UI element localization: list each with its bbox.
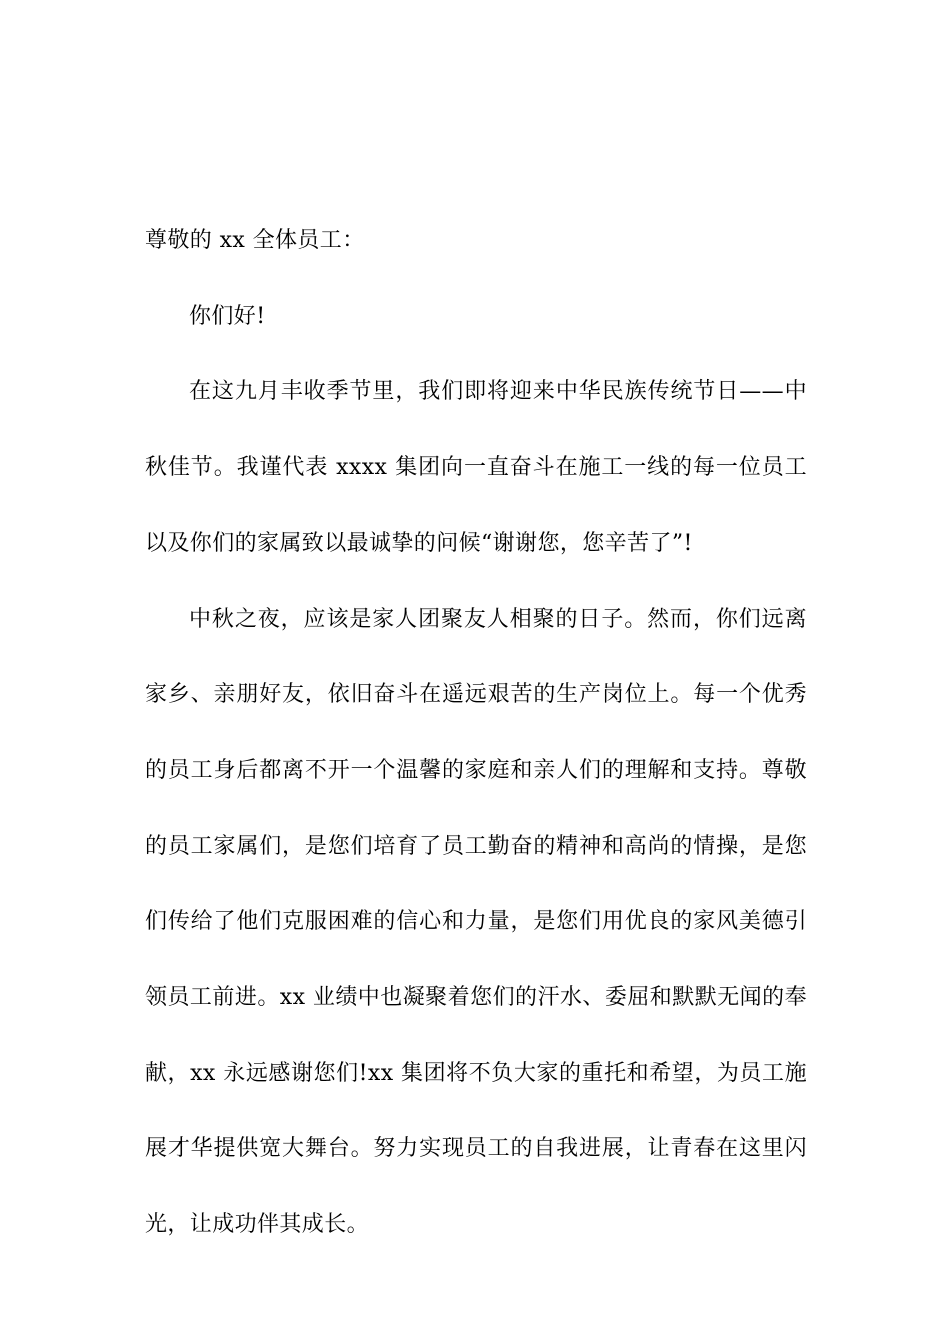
paragraph: 在这九月丰收季节里，我们即将迎来中华民族传统节日——中秋佳节。我谨代表 xxxx 集团向一直奋斗在施工一线的每一位员工以及你们的家属致以最诚挚的问候“谢谢您，您辛苦了”! [145, 379, 807, 556]
paragraph: 中秋之夜，应该是家人团聚友人相聚的日子。然而，你们远离家乡、亲朋好友，依旧奋斗在遥远艰苦的生产岗位上。每一个优秀的员工身后都离不开一个温馨的家庭和亲人们的理解和支持。尊敬的员工家属们，是您们培育了员工勤奋的精神和高尚的情操，是您们传给了他们克服困难的信心和力量，是您们用优良的家风美德引领员工前进。xx 业绩中也凝聚着您们的汗水、委屈和默默无闻的奉献，xx 永远感谢您们!xx 集团将不负大家的重托和希望，为员工施展才华提供宽大舞台。努力实现员工的自我进展，让青春在这里闪光，让成功伴其成长。 [145, 606, 807, 1238]
letter-body [145, 203, 807, 1263]
salutation: 尊敬的 xx 全体员工： [145, 228, 365, 253]
greeting: 你们好! [189, 303, 266, 329]
